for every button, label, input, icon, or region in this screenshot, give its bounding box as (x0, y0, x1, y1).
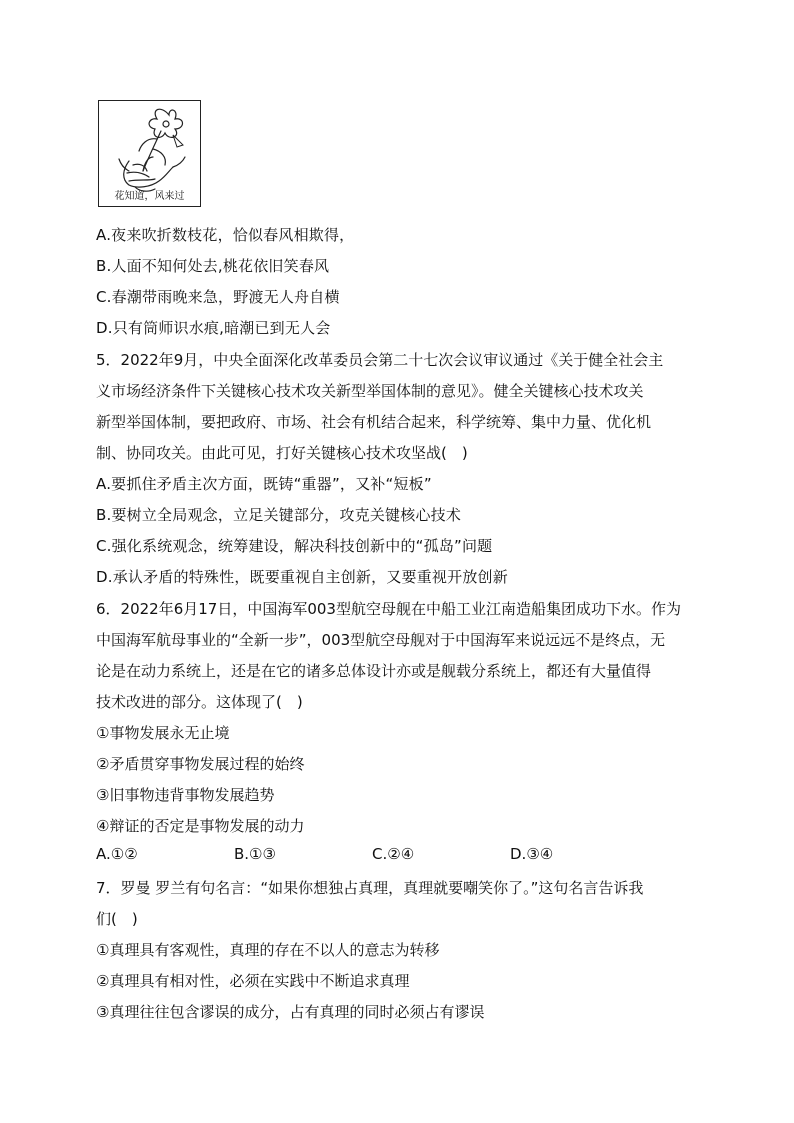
q6-stem-line-2: 中国海军航母事业的“全新一步”，003型航空母舰对于中国海军来说远远不是终点，无 (96, 631, 666, 649)
q6-statement-4: ④辩证的否定是事物发展的动力 (96, 817, 305, 835)
q6-statement-3: ③旧事物违背事物发展趋势 (96, 786, 275, 804)
q6-choice-c: C.②④ (372, 845, 415, 863)
q5-option-a: A.要抓住矛盾主次方面，既铸“重器”，又补“短板” (96, 475, 432, 493)
q5-stem-line-1: 5．2022年9月，中央全面深化改革委员会第二十七次会议审议通过《关于健全社会主 (96, 351, 664, 369)
q7-statement-2: ②真理具有相对性，必须在实践中不断追求真理 (96, 972, 410, 990)
q4-option-c: C.春潮带雨晚来急，野渡无人舟自横 (96, 288, 340, 306)
q6-choice-b: B.①③ (234, 845, 276, 863)
q4-option-a: A.夜来吹折数枝花，恰似春风相欺得， (96, 226, 355, 244)
q4-option-d: D.只有筒师识水痕,暗潮已到无人会 (96, 319, 331, 337)
q5-option-b: B.要树立全局观念，立足关键部分，攻克关键核心技术 (96, 506, 462, 524)
q7-stem-line-2: 们( ) (96, 910, 138, 928)
q5-option-c: C.强化系统观念，统筹建设，解决科技创新中的“孤岛”问题 (96, 537, 493, 555)
q6-stem-line-3: 论是在动力系统上，还是在它的诸多总体设计亦或是舰载分系统上，都还有大量值得 (96, 662, 652, 680)
q6-statement-2: ②矛盾贯穿事物发展过程的始终 (96, 755, 305, 773)
illustration-caption: 花知道，风来过 (114, 191, 185, 202)
q6-choice-d: D.③④ (510, 845, 554, 863)
q5-stem-line-4: 制、协同攻关。由此可见，打好关键核心技术攻坚战( ) (96, 444, 468, 462)
q6-choice-a: A.①② (96, 845, 138, 863)
q6-stem-line-1: 6．2022年6月17日，中国海军003型航空母舰在中船工业江南造船集团成功下水。作为 (96, 600, 681, 618)
q7-statement-1: ①真理具有客观性，真理的存在不以人的意志为转移 (96, 941, 440, 959)
q7-stem-line-1: 7．罗曼 罗兰有句名言：“如果你想独占真理，真理就要嘲笑你了。”这句名言告诉我 (96, 879, 644, 897)
q5-stem-line-2: 义市场经济条件下关键核心技术攻关新型举国体制的意见》。健全关键核心技术攻关 (96, 382, 644, 400)
q4-option-b: B.人面不知何处去,桃花依旧笑春风 (96, 257, 330, 275)
q7-statement-3: ③真理往往包含谬误的成分，占有真理的同时必须占有谬误 (96, 1003, 485, 1021)
q6-choices (96, 845, 616, 865)
q5-stem-line-3: 新型举国体制，要把政府、市场、社会有机结合起来，科学统筹、集中力量、优化机 (96, 413, 652, 431)
flower-illustration (98, 100, 201, 207)
q6-stem-line-4: 技术改进的部分。这体现了( ) (96, 693, 303, 711)
q6-statement-1: ①事物发展永无止境 (96, 724, 230, 742)
q5-option-d: D.承认矛盾的特殊性，既要重视自主创新，又要重视开放创新 (96, 568, 508, 586)
